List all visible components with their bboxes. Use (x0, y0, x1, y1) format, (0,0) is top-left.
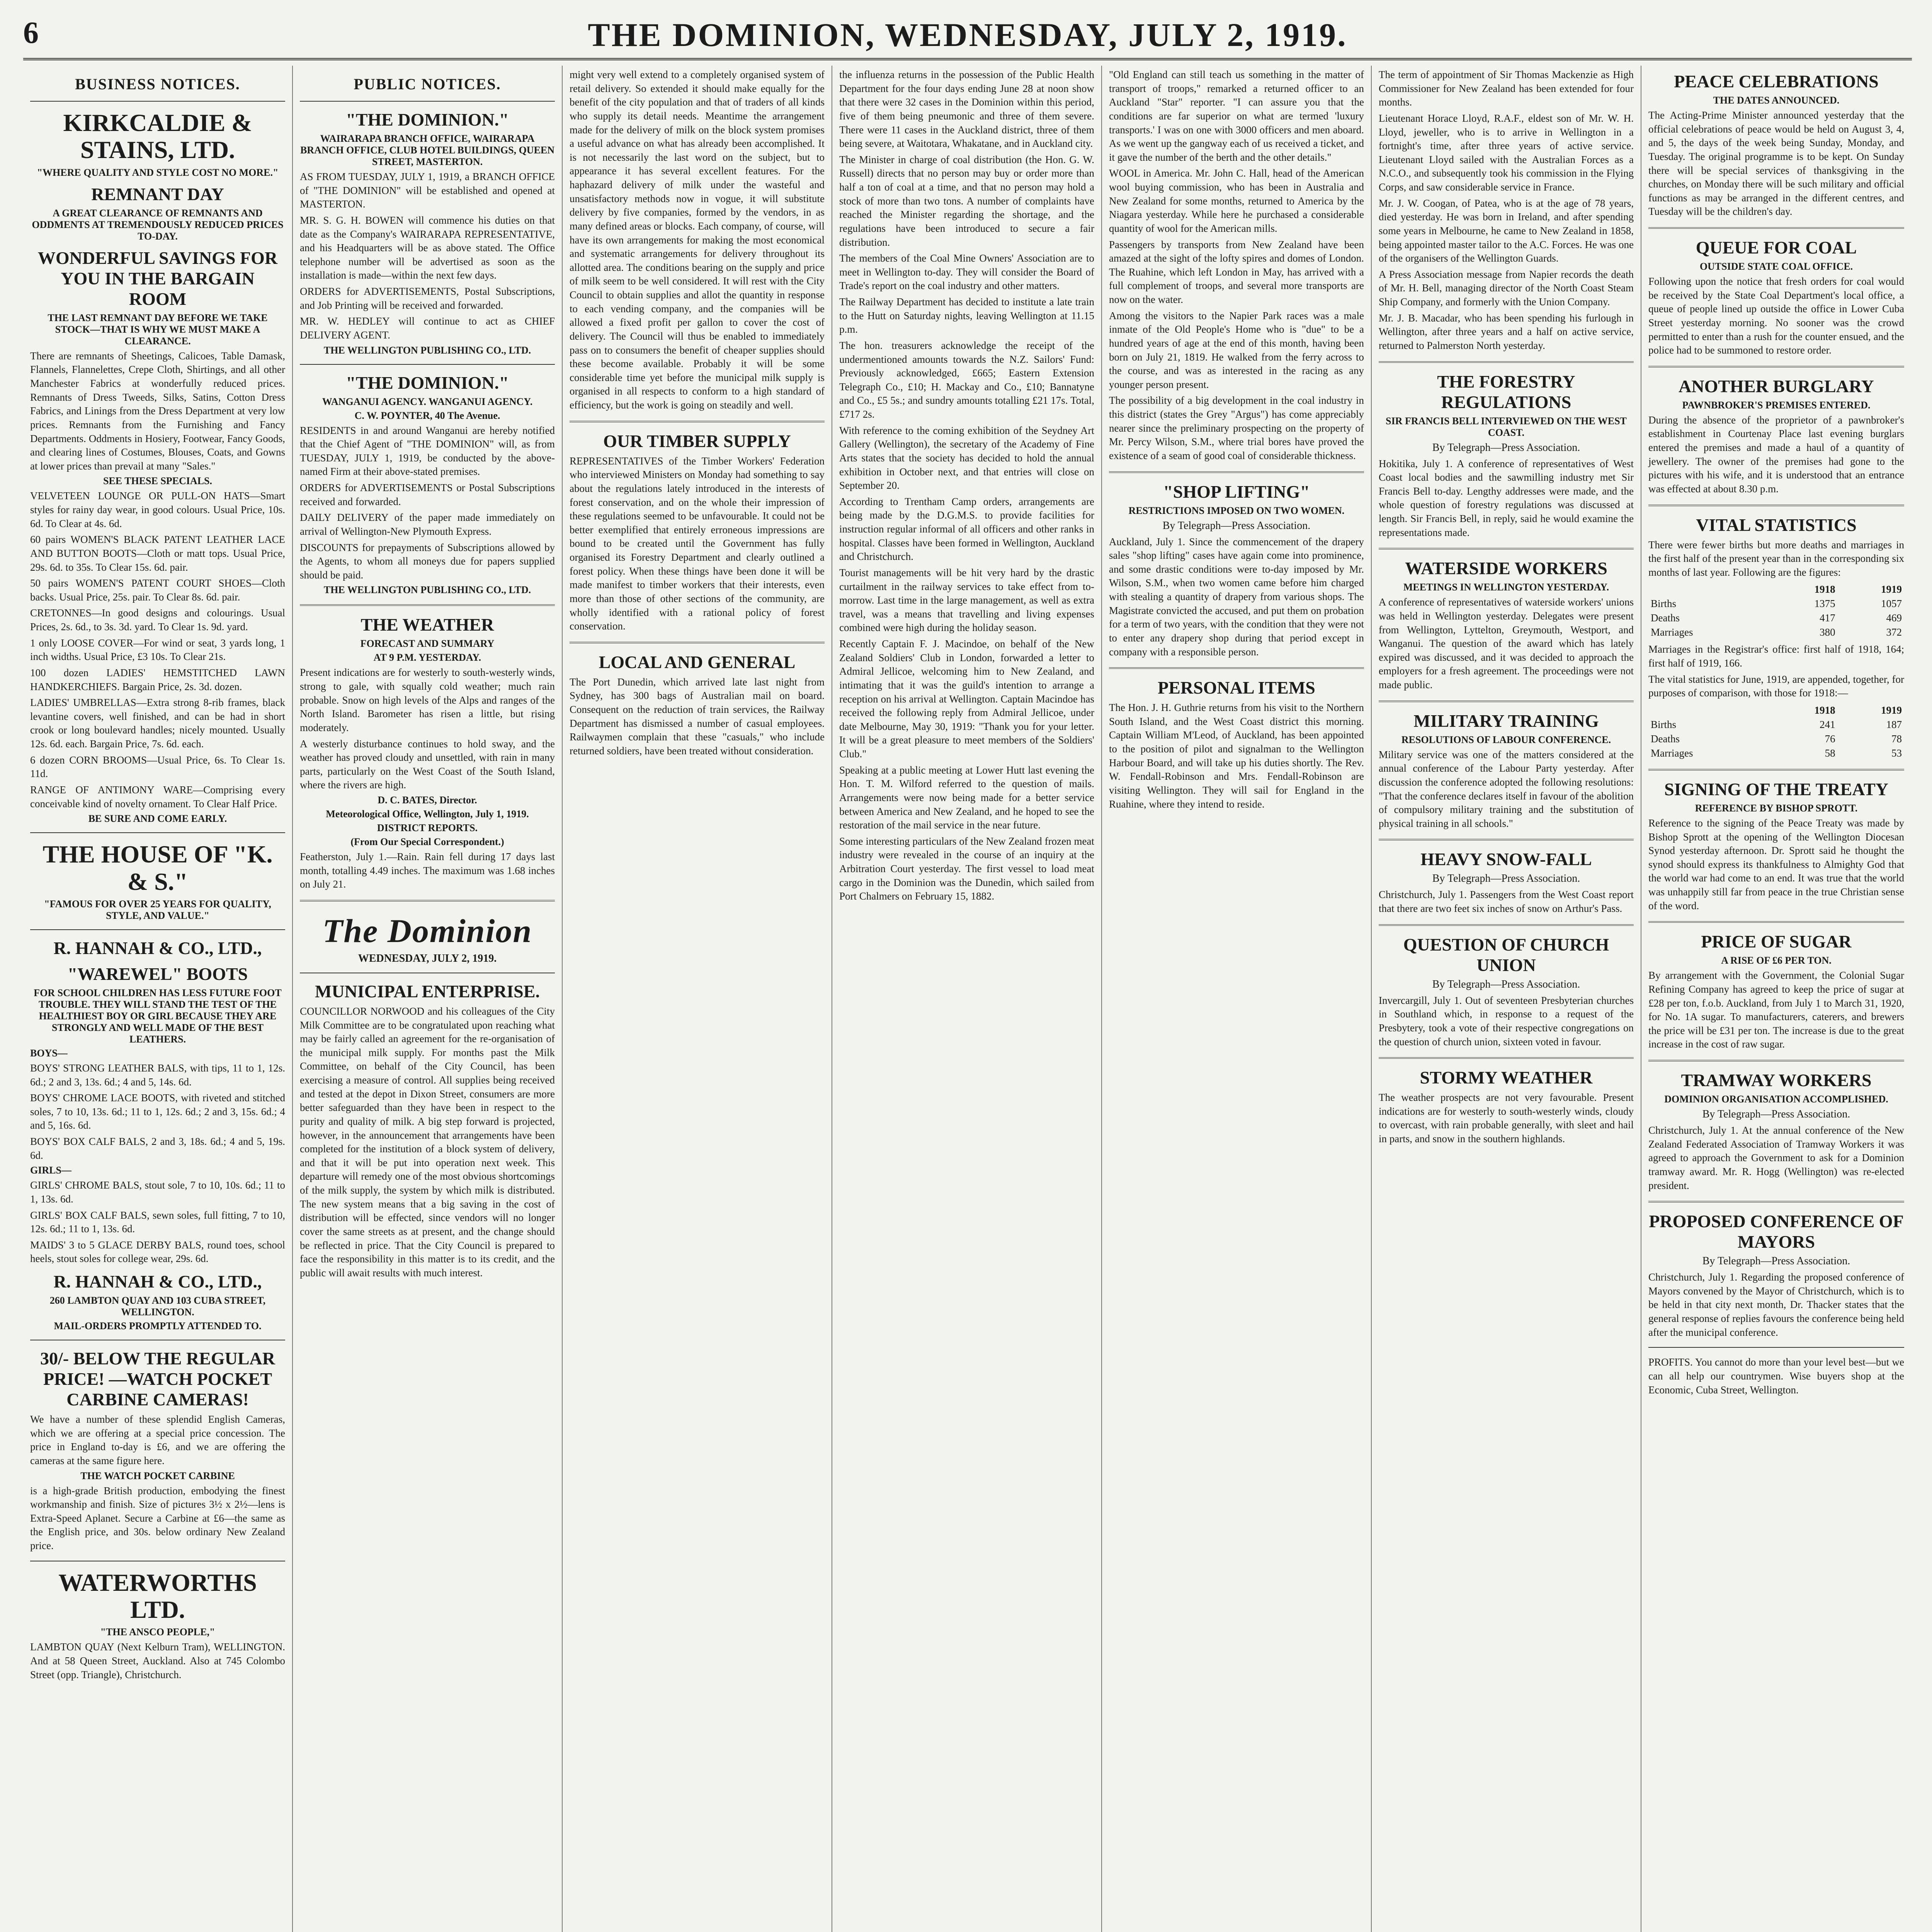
table-row (1648, 732, 1904, 746)
divider (1648, 921, 1904, 923)
weather-body: A westerly disturbance continues to hold sway, and the weather has proved cloudy and unsettled, with rain in many parts, particularly on the West Coast of the South Island, where the rivers are high. (300, 738, 555, 791)
timber-body: REPRESENTATIVES of the Timber Workers' Federation who interviewed Ministers on Monday had something to say about the regulations lately introduced in the interests of forest conservation, and on the whole their impression of these regulations seemed to be unfavourable. It could not be better exemplified that entirely erroneous impressions are bound to be created until the Government has fully organised its Forestry Department and clearly outlined a forest policy. When these things have been done it will be made manifest to timber workers that their interests, even more than those of other sections of the community, are wholly identified with a rational policy of forest conservation. (570, 455, 825, 632)
waterside-body: A conference of representatives of waterside workers' unions was held in Wellington yesterday. Delegates were present from Wellington, Lyttelton, Greymouth, Westport, and Wanganui. The question of the award which has lately expired was discussed, and it was decided to approach the employers for a fresh agreement. The proceedings were not made public. (1379, 596, 1634, 690)
special-item: CRETONNES—In good designs and colourings. Usual Prices, 2s. 6d., to 3s. 3d. yard. To Clear 1s. 9d. yard. (30, 607, 285, 633)
ad-boys-title: BOYS— (30, 1047, 68, 1059)
peace-title: PEACE CELEBRATIONS (1674, 71, 1879, 91)
table-cell: 76 (1825, 733, 1835, 745)
news-paragraph: The possibility of a big development in the coal industry in this district (states the Grey "Argus") has come appreciably nearer since the preliminary prospecting on the property of Mr. Percy Wilson, S.M., where trial bores have proved the existence of a seam of good coal of considerable thickness. (1109, 395, 1364, 461)
girls-item: MAIDS' 3 to 5 GLACE DERBY BALS, round toes, school heels, stout soles for college wear, 29s. 6d. (30, 1239, 285, 1265)
table-row (1648, 625, 1904, 639)
military-body: Military service was one of the matters considered at the annual conference of the Labour Party yesterday. After discussion the conference adopted the following resolutions: "That the conference declares itself in favour of the abolition of compulsory military training and the substitution of physical training in all schools." (1379, 748, 1634, 829)
newspaper-flag: The Dominion (322, 912, 532, 949)
column-5 (1102, 66, 1372, 1932)
table-cell: 1375 (1814, 598, 1835, 610)
table-cell: Deaths (1651, 612, 1680, 624)
ad-camera-body2: is a high-grade British production, embodying the finest workmanship and finish. Size of pictures 3½ x 2½—lens is Extra-Speed Aplanet. Secure a Carbine at £6—the same as the English price, and 30s. below ordinary New Zealand price. (30, 1485, 285, 1552)
table-cell: Marriages (1651, 626, 1693, 638)
special-item: 1 only LOOSE COVER—For wind or seat, 3 yards long, 1 inch widths. Usual Price, £3 10s. To Clear 21s. (30, 637, 285, 663)
ad-ks-sub: "FAMOUS FOR OVER 25 YEARS FOR QUALITY, STYLE, AND VALUE." (44, 898, 271, 921)
tramway-body: Christchurch, July 1. At the annual conference of the New Zealand Federated Association of Tramway Workers it was agreed to approach the Government to ask for a Dominion tramway award. Mr. R. Hogg (Wellington) was re-elected president. (1648, 1124, 1904, 1191)
table-header-row (1648, 703, 1904, 718)
news-paragraph: WOOL in America. Mr. John C. Hall, head of the American wool buying commission, who has been in Australia and New Zealand for some months, returned to America by the Niagara yesterday. While here he purchased a considerable quantity of wool for the American mills. (1109, 167, 1364, 234)
sugar-sub: A RISE OF £6 PER TON. (1721, 955, 1832, 966)
timber-title: OUR TIMBER SUPPLY (603, 431, 791, 451)
column-1 (23, 66, 293, 1932)
divider (1379, 924, 1634, 926)
table-cell: 1057 (1881, 598, 1902, 610)
table-row (1648, 611, 1904, 625)
news-paragraph: The Railway Department has decided to institute a late train to the Hutt on Saturday nights, leaving Wellington at 11.15 p.m. (839, 296, 1094, 335)
divider (570, 642, 825, 643)
ad-hannah-address: 260 LAMBTON QUAY AND 103 CUBA STREET, WELLINGTON. (49, 1295, 266, 1318)
notice-body: AS FROM TUESDAY, JULY 1, 1919, a BRANCH OFFICE of "THE DOMINION" will be established and opened at MASTERTON. (300, 171, 555, 210)
divider (1648, 1201, 1904, 1202)
table-cell: 380 (1820, 626, 1835, 638)
news-paragraph: Tourist managements will be hit very hard by the drastic curtailment in the railway services to take effect from to-morrow. Last time in the large management, as well as extra travel, was a means that travelling and living expenses combined were high during the holiday season. (839, 566, 1094, 634)
divider (1379, 548, 1634, 549)
divider (30, 832, 285, 833)
news-paragraph: With reference to the coming exhibition of the Seydney Art Gallery (Wellington), the secretary of the Academy of Fine Arts states that the society has decided to hold the annual exhibition in October next, and that entries will close on September 20. (839, 424, 1094, 492)
news-paragraph: Some interesting particulars of the New Zealand frozen meat industry were revealed in the course of an inquiry at the Arbitration Court yesterday. The first vessel to load meat cargo in the Dominion was the Dunedin, which sailed from Port Chalmers on February 15, 1882. (839, 835, 1094, 902)
tramway-sub: DOMINION ORGANISATION ACCOMPLISHED. (1664, 1094, 1888, 1105)
editorial-continued: might very well extend to a completely organised system of retail delivery. So extended it should make equally for the benefit of the city population and that of traders of all kinds who supply its detail needs. Meantime the arrangement made for the delivery of milk on the block system promises a useful advance on what has already been accomplished. It is not necessarily the last word on the subject, but to appearance it has several excellent features. For the haphazard delivery of milk under the wasteful and unsatisfactory methods now in vogue, it will substitute delivery by five companies, formed by the vendors, in as many defined areas or blocks. Each company, of course, will have its own arrangements for making the most economical and systematic arrangements for delivery throughout its allotted area. The conditions bearing on the supply and price of milk seem to be well considered. It will rest with the City Council to obtain supplies and allot the quantity in response to each vending company, and the companies will be allowed a fixed profit per gallon to cover the cost of delivery. The Council will thus be enabled to immediately pass on to consumers the benefit of cheaper supplies should these become available. Probably it will be some considerable time yet before the municipal milk supply is organised in all respects to conform to a high standard of efficiency, but the work is going on steadily and well. (570, 69, 825, 411)
divider (1648, 366, 1904, 367)
table-cell: 58 (1825, 747, 1835, 759)
peace-sub: THE DATES ANNOUNCED. (1713, 95, 1840, 106)
weather-sub: FORECAST AND SUMMARY (360, 638, 495, 650)
table-row (1648, 597, 1904, 611)
table-cell: 78 (1891, 733, 1902, 745)
ad-notice: THE LAST REMNANT DAY BEFORE WE TAKE STOCK—THAT IS WHY WE MUST MAKE A CLEARANCE. (48, 312, 268, 347)
news-paragraph: "Old England can still teach us something in the matter of transport of troops," remarked a returned officer to an Auckland "Star" reporter. "I can assure you that the conditions are far superior on what are termed 'luxury transports.' I was on one with 3000 officers and men aboard. As we went up the gangway each of us received a ticket, and it gave the number of the berth and the other details." (1109, 69, 1364, 163)
section-heading: PUBLIC NOTICES. (354, 75, 501, 93)
divider (1648, 227, 1904, 229)
ad-body: There are remnants of Sheetings, Calicoes, Table Damask, Flannels, Flannelettes, Crepe Cloth, Shirtings, and all other Manchester Fabrics at wonderfully reduced prices. Remnants of Dress Tweeds, Silks, Satins, Cotton Dress Fabrics, and Linings from the Dress Department at very low prices. Remnants from the Furnishing and Fancy Departments. Oddments in Hosiery, Footwear, Fancy Goods, and clearing lines of Costumes, Blouses, Coats, and Gowns at lower prices than prevail at many "Sales." (30, 350, 285, 472)
girls-item: GIRLS' CHROME BALS, stout sole, 7 to 10, 10s. 6d.; 11 to 1, 13s. 6d. (30, 1179, 285, 1205)
weather-time: AT 9 P.M. YESTERDAY. (373, 652, 481, 663)
storm-title: STORMY WEATHER (1420, 1068, 1593, 1088)
news-paragraph: the influenza returns in the possession of the Public Health Department for the four days ending June 28 at noon show that there were 32 cases in the Dominion within this period, five of them being pneumonic and three of them severe. There were 11 cases in the Auckland district, three of them being severe, at Waitotara, Whakatane, and in Auckland city. (839, 69, 1094, 150)
local-title: LOCAL AND GENERAL (599, 652, 796, 672)
forestry-tele: By Telegraph—Press Association. (1432, 441, 1580, 454)
special-item: VELVETEEN LOUNGE OR PULL-ON HATS—Smart styles for rainy day wear, in good colours. Usual Price, 10s. 6d. To Clear at 4s. 6d. (30, 490, 285, 529)
notice-branch: WANGANUI AGENCY. WANGANUI AGENCY. (322, 396, 533, 407)
profits-ad: PROFITS. You cannot do more than your level best—but we can all help our countrymen. Wise buyers shop at the Economic, Cuba Street, Wellington. (1648, 1356, 1904, 1396)
divider (300, 101, 555, 102)
table-row (1648, 718, 1904, 732)
tramway-tele: By Telegraph—Press Association. (1702, 1108, 1850, 1120)
notice-sign: THE WELLINGTON PUBLISHING CO., LTD. (323, 584, 531, 596)
church-body: Invercargill, July 1. Out of seventeen Presbyterian churches in Southland which, in response to a request of the Presbytery, took a vote of their respective congregations on the question of church union, sixteen voted in favour. (1379, 994, 1634, 1048)
district-sub: (From Our Special Correspondent.) (350, 836, 504, 847)
table-cell: 187 (1886, 718, 1902, 730)
ad-camera-sub: THE WATCH POCKET CARBINE (80, 1470, 235, 1481)
shop-body: Auckland, July 1. Since the commencement of the drapery sales "shop lifting" cases have again come into prominence, and some drastic conditions were to-day imposed by Mr. Wilson, S.M., when two women came before him charged with stealing a quantity of drapery from various shops. The Magistrate convicted the accused, and put them on probation for a term of two years, with the condition that they were not to enter any drapery shop during that period except in company with a responsible person. (1109, 536, 1364, 658)
news-paragraph: The hon. treasurers acknowledge the receipt of the undermentioned amounts towards the N.Z. Sailors' Fund: Previously acknowledged, £665; Eastern Extension Telegraph Co., £10; H. Mackay and Co., £10; Bannatyne and Co., £5 5s.; and sundry amounts totalling £21 17s. Total, £717 2s. (839, 339, 1094, 420)
columns (23, 66, 1912, 1932)
coal-body: Following upon the notice that fresh orders for coal would be received by the State Coal Department's local office, a queue of people lined up outside the office in Lower Cuba Street yesterday morning. No sooner was the crowd permitted to enter than a rush for the counter ensued, and the police had to be summoned to restore order. (1648, 276, 1904, 356)
girls-item: GIRLS' BOX CALF BALS, sewn soles, full fitting, 7 to 10, 12s. 6d.; 11 to 1, 13s. 6d. (30, 1209, 285, 1235)
sugar-body: By arrangement with the Government, the Colonial Sugar Refining Company has agreed to keep the price of sugar at £28 per ton, f.o.b. Auckland, from July 1 to March 31, 1920, for No. 1A sugar. To manufacturers, caterers, and brewers the price will be £31 per ton. The increase is due to the great increase in the cost of raw sugar. (1648, 969, 1904, 1050)
waterside-sub: MEETINGS IN WELLINGTON YESTERDAY. (1403, 582, 1609, 593)
weather-signed: D. C. BATES, Director. (378, 794, 477, 806)
table-cell: 241 (1820, 718, 1835, 730)
notice-body: ORDERS for ADVERTISEMENTS, Postal Subscriptions, and Job Printing will be received and forwarded. (300, 286, 555, 311)
news-paragraph: A Press Association message from Napier records the death of Mr. H. Bell, managing director of the North Coast Steam Ship Company, and formerly with the Union Company. (1379, 268, 1634, 308)
divider (1648, 505, 1904, 506)
vital-table (1648, 582, 1904, 639)
church-title: QUESTION OF CHURCH UNION (1403, 934, 1609, 975)
dateline: WEDNESDAY, JULY 2, 1919. (358, 952, 497, 964)
snow-title: HEAVY SNOW-FALL (1420, 849, 1592, 869)
page-title: THE DOMINION, WEDNESDAY, JULY 2, 1919. (588, 16, 1347, 53)
forestry-body: Hokitika, July 1. A conference of representatives of West Coast local bodies and the sawmilling industry met Sir Francis Bell to-day. Lengthy addresses were made, and the whole question of forestry regulations was discussed at length. Sir Francis Bell, in reply, said he would examine the representations made. (1379, 457, 1634, 538)
notice-title: "THE DOMINION." (346, 372, 509, 393)
divider (570, 421, 825, 422)
table-cell: Births (1651, 598, 1677, 610)
vital-intro: There were fewer births but more deaths and marriages in the first half of the present year than in the corresponding six months of last year. Following are the figures: (1648, 539, 1904, 578)
divider (30, 101, 285, 102)
divider (1379, 839, 1634, 840)
table-header: 1919 (1881, 583, 1902, 595)
table-cell: 469 (1886, 612, 1902, 624)
table-header-row (1648, 582, 1904, 597)
notice-branch: WAIRARAPA BRANCH OFFICE, WAIRARAPA BRANCH OFFICE, CLUB HOTEL BUILDINGS, QUEEN STREET, MASTERTON. (300, 133, 555, 167)
coal-sub: OUTSIDE STATE COAL OFFICE. (1699, 261, 1853, 272)
table-row (1648, 746, 1904, 760)
news-paragraph: The term of appointment of Sir Thomas Mackenzie as High Commissioner for New Zealand has been extended for four months. (1379, 69, 1634, 108)
news-paragraph: Lieutenant Horace Lloyd, R.A.F., eldest son of Mr. W. H. Lloyd, jeweller, who is to arrive in Wellington in a fortnight's time, after three years of active service. Lieutenant Lloyd sailed with the Australian Forces as a N.C.O., and subsequently took his commission in the Flying Corps, and saw considerable service in France. (1379, 112, 1634, 193)
tramway-title: TRAMWAY WORKERS (1681, 1070, 1872, 1090)
snow-body: Christchurch, July 1. Passengers from the West Coast report that there are two feet six inches of snow on Arthur's Pass. (1379, 889, 1634, 914)
page-number: 6 (23, 16, 39, 50)
news-paragraph: Recently Captain F. J. Macindoe, on behalf of the New Zealand Soldiers' Club in London, forwarded a letter to Admiral Jellicoe, welcoming him to New Zealand, and intimating that it was the guild's intention to arrange a reception on his arrival at Wellington. Captain Macindoe has received the following reply from Admiral Jellicoe, under date Melbourne, May 30, 1919: "Thank you for your letter. It will be a great pleasure to meet members of the Soldiers' Club." (839, 638, 1094, 760)
table-cell: Marriages (1651, 747, 1693, 759)
table-cell: 53 (1891, 747, 1902, 759)
ad-specials-title: SEE THESE SPECIALS. (103, 475, 213, 487)
news-paragraph: Mr. J. W. Coogan, of Patea, who is at the age of 78 years, died yesterday. He was born in Ireland, and after spending some years in Melbourne, he came to New Zealand in 1858, being appointed master tailor to the A.C. Forces. He was one of the organisers of the Wellington Guards. (1379, 197, 1634, 264)
mayors-body: Christchurch, July 1. Regarding the proposed conference of Mayors convened by the Mayor of Christchurch, which is to be held in that city next month, Dr. Thacker states that the general response of replies favours the conference being held after the municipal conference. (1648, 1271, 1904, 1338)
boys-item: BOYS' STRONG LEATHER BALS, with tips, 11 to 1, 12s. 6d.; 2 and 3, 13s. 6d.; 4 and 5, 14s. 6d. (30, 1062, 285, 1088)
table-header (1648, 703, 1771, 718)
news-paragraph: Passengers by transports from New Zealand have been amazed at the sight of the lofty spires and domes of London. The Ruahine, which left London in May, has arrived with a full complement of troops, and several more transports are now on the water. (1109, 238, 1364, 305)
news-paragraph: Among the visitors to the Napier Park races was a male inmate of the Old People's Home who is "due" to be a hundred years of age at the end of this month, having been born on July 21, 1819. He walked from the ferry across to the course, and was as interested in the racing as any younger person present. (1109, 310, 1364, 390)
ad-waterworths-sub: "THE ANSCO PEOPLE," (100, 1626, 215, 1638)
military-sub: RESOLUTIONS OF LABOUR CONFERENCE. (1401, 734, 1611, 745)
treaty-title: SIGNING OF THE TREATY (1664, 779, 1888, 799)
table-cell: 372 (1886, 626, 1902, 638)
column-3 (563, 66, 832, 1932)
divider (1379, 361, 1634, 363)
vital-june-table (1648, 703, 1904, 760)
divider (300, 364, 555, 365)
column-6 (1372, 66, 1641, 1932)
editorial-title: MUNICIPAL ENTERPRISE. (315, 981, 540, 1001)
special-item: 50 pairs WOMEN'S PATENT COURT SHOES—Cloth backs. Usual Price, 25s. pair. To Clear 8s. 6d. pair. (30, 577, 285, 603)
notice-body: RESIDENTS in and around Wanganui are hereby notified that the Chief Agent of "THE DOMINION" will, as from TUESDAY, JULY 1, 1919, be conducted by the above-named Firm at their above-stated premises. (300, 424, 555, 478)
column-2 (293, 66, 563, 1932)
peace-body: The Acting-Prime Minister announced yesterday that the official celebrations of peace would be held on August 3, 4, and 5, the days of the week being Sunday, Monday, and Tuesday. The original programme is to be kept. On Sunday there will be special services of thanksgiving in the churches, on Monday there will be such military and official functions as may be arranged in the different centres, and Tuesday will be the children's day. (1648, 109, 1904, 218)
personal-body: The Hon. J. H. Guthrie returns from his visit to the Northern South Island, and the West Coast district this morning. Captain William M'Leod, of Auckland, has been appointed to the position of pilot and signalman to the Wellington Harbour Board, and will take up his duties shortly. The Rev. W. Fendall-Robinson and Mrs. Fendall-Robinson are visiting Wellington. They will sail for England in the Ruahine, where they intend to reside. (1109, 702, 1364, 810)
personal-title: PERSONAL ITEMS (1158, 678, 1315, 698)
column-4 (832, 66, 1102, 1932)
divider (1109, 471, 1364, 473)
snow-tele: By Telegraph—Press Association. (1432, 872, 1580, 885)
sugar-title: PRICE OF SUGAR (1701, 932, 1852, 952)
divider (1648, 1060, 1904, 1061)
ad-hannah-brand: "WAREWEL" BOOTS (67, 964, 248, 984)
weather-body: Present indications are for westerly to south-westerly winds, strong to gale, with squally cold weather; much rain probable. Snow on high levels of the Alps and ranges of the North Island. Barometer has risen a little, but rising moderately. (300, 667, 555, 733)
ad-waterworths-address: LAMBTON QUAY (Next Kelburn Tram), WELLINGTON. And at 58 Queen Street, Auckland. Also at 745 Colombo Street (opp. Triangle), Christchurch. (30, 1641, 285, 1680)
ad-remnant-day: REMNANT DAY (91, 184, 224, 204)
notice-agent: C. W. POYNTER, 40 The Avenue. (354, 410, 500, 421)
divider (1648, 769, 1904, 770)
section-heading: BUSINESS NOTICES. (75, 75, 240, 93)
notice-body: ORDERS for ADVERTISEMENTS or Postal Subscriptions received and forwarded. (300, 482, 555, 507)
divider (1379, 1057, 1634, 1059)
weather-title: THE WEATHER (361, 615, 494, 635)
burglary-title: ANOTHER BURGLARY (1679, 376, 1874, 396)
ad-kirkcaldie-slogan: "WHERE QUALITY AND STYLE COST NO MORE." (37, 167, 279, 178)
local-body: The Port Dunedin, which arrived late last night from Sydney, has 300 bags of Australian mail on board. Consequent on the reduction of train services, the Railway Department has dismissed a number of casual employees. Railwaymen complain that these "casuals," who include returned soldiers, have been treated without consideration. (570, 676, 825, 757)
divider (30, 929, 285, 930)
forestry-sub: SIR FRANCIS BELL INTERVIEWED ON THE WEST COAST. (1386, 415, 1627, 438)
ad-remnant-sub: A GREAT CLEARANCE OF REMNANTS AND ODDMENTS AT TREMENDOUSLY REDUCED PRICES TO-DAY. (32, 207, 284, 242)
news-paragraph: The Minister in charge of coal distribution (the Hon. G. W. Russell) directs that no person may buy or order more than half a ton of coal at a time, and that no person may hold a stock of more than two tons. A number of complaints have reached the Minister regarding the shortage, and the regulations have been introduced to secure a fair distribution. (839, 153, 1094, 248)
special-item: RANGE OF ANTIMONY WARE—Comprising every conceivable kind of novelty ornament. To Clear Half Price. (30, 784, 285, 810)
table-header: 1918 (1814, 704, 1835, 716)
ad-hannah-name: R. HANNAH & CO., LTD., (53, 938, 262, 958)
notice-body: MR. W. HEDLEY will continue to act as CHIEF DELIVERY AGENT. (300, 315, 555, 341)
divider (300, 604, 555, 606)
ad-footer: BE SURE AND COME EARLY. (88, 813, 227, 825)
vital-june: The vital statistics for June, 1919, are appended, together, for purposes of comparison, with those for 1918:— (1648, 673, 1904, 699)
shop-tele: By Telegraph—Press Association. (1162, 519, 1311, 532)
boys-item: BOYS' CHROME LACE BOOTS, with riveted and stitched soles, 7 to 10, 13s. 6d.; 11 to 1, 12s. 6d.; 2 and 3, 15s. 6d.; 4 and 5, 16s. 6d. (30, 1092, 285, 1131)
waterside-title: WATERSIDE WORKERS (1405, 558, 1607, 578)
special-item: 60 pairs WOMEN'S BLACK PATENT LEATHER LACE AND BUTTON BOOTS—Cloth or matt tops. Usual Price, 29s. 6d. to 35s. To Clear 15s. 6d. pair. (30, 534, 285, 573)
church-tele: By Telegraph—Press Association. (1432, 978, 1580, 990)
news-paragraph: The members of the Coal Mine Owners' Association are to meet in Wellington to-day. They will consider the Board of Trade's report on the coal industry and other matters. (839, 252, 1094, 292)
notice-body: DISCOUNTS for prepayments of Subscriptions allowed by the Agents, to whom all moneys due for papers supplied should be paid. (300, 541, 555, 581)
divider (1379, 701, 1634, 702)
ad-hannah-tag: FOR SCHOOL CHILDREN HAS LESS FUTURE FOOT TROUBLE. THEY WILL STAND THE TEST OF THE HEALTHIEST BOY OR GIRL BECAUSE THEY ARE STRONGLY AND WELL MADE OF THE BEST LEATHERS. (34, 987, 282, 1045)
ad-savings: WONDERFUL SAVINGS FOR YOU IN THE BARGAIN ROOM (37, 248, 278, 309)
forestry-title: THE FORESTRY REGULATIONS (1437, 371, 1575, 412)
vital-title: VITAL STATISTICS (1696, 515, 1857, 535)
table-cell: 417 (1820, 612, 1835, 624)
ad-camera-body: We have a number of these splendid English Cameras, which we are offering at a special price concession. The price in England to-day is £6, and we are offering the cameras at the same figure here. (30, 1413, 285, 1466)
ad-waterworths-name: WATERWORTHS LTD. (58, 1568, 257, 1624)
news-paragraph: Speaking at a public meeting at Lower Hutt last evening the Hon. T. M. Wilford referred to the question of mails. Arrangements were now being made for a better service between America and New Zealand, and he hoped to see the restoration of the mail service in the near future. (839, 764, 1094, 831)
treaty-sub: REFERENCE BY BISHOP SPROTT. (1695, 802, 1858, 814)
column-7 (1641, 66, 1911, 1932)
ad-hannah-name-2: R. HANNAH & CO., LTD., (53, 1272, 262, 1292)
special-item: 100 dozen LADIES' HEMSTITCHED LAWN HANDKERCHIEFS. Bargain Price, 2s. 3d. dozen. (30, 667, 285, 692)
notice-sign: THE WELLINGTON PUBLISHING CO., LTD. (323, 344, 531, 356)
district-title: DISTRICT REPORTS. (377, 822, 478, 833)
ad-ks-name: THE HOUSE OF "K. & S." (43, 840, 273, 895)
shop-sub: RESTRICTIONS IMPOSED ON TWO WOMEN. (1128, 505, 1345, 516)
notice-body: DAILY DELIVERY of the paper made immediately on arrival of Wellington-New Plymouth Express. (300, 512, 555, 537)
burglary-body: During the absence of the proprietor of a pawnbroker's establishment in Courtenay Place last evening burglars entered the premises and made a haul of a quantity of jewellery. The owner of the premises had gone to the pictures with his wife, and it is understood that an entrance was effected at about 8.30 p.m. (1648, 414, 1904, 495)
divider (300, 900, 555, 901)
mayors-tele: By Telegraph—Press Association. (1702, 1255, 1850, 1267)
storm-body: The weather prospects are not very favourable. Present indications are for westerly to south-westerly winds, cloudy to overcast, with rain probable generally, with sleet and hail in parts, and snow in the southern highlands. (1379, 1092, 1634, 1145)
ad-hannah-mail: MAIL-ORDERS PROMPTLY ATTENDED TO. (54, 1320, 262, 1332)
ad-kirkcaldie-name: KIRKCALDIE & STAINS, LTD. (63, 109, 252, 164)
district-body: Featherston, July 1.—Rain. Rain fell during 17 days last month, totalling 4.49 inches. The maximum was 1.68 inches on July 21. (300, 851, 555, 890)
notice-title: "THE DOMINION." (346, 110, 509, 129)
table-cell: Births (1651, 718, 1677, 730)
table-cell: Deaths (1651, 733, 1680, 745)
news-paragraph: Mr. J. B. Macadar, who has been spending his furlough in Wellington, after three years and a half on active service, returned to Palmerston North yesterday. (1379, 312, 1634, 351)
vital-note: Marriages in the Registrar's office: first half of 1918, 164; first half of 1919, 166. (1648, 643, 1904, 669)
military-title: MILITARY TRAINING (1413, 711, 1599, 731)
masthead (23, 12, 1912, 60)
boys-item: BOYS' BOX CALF BALS, 2 and 3, 18s. 6d.; 4 and 5, 19s. 6d. (30, 1136, 285, 1161)
notice-body: MR. S. G. H. BOWEN will commence his duties on that date as the Company's WAIRARAPA REPRESENTATIVE, and his Headquarters will be as above stated. The Office telephone number will be advertised as soon as the installation is made—within the next few days. (300, 214, 555, 281)
ad-girls-title: GIRLS— (30, 1165, 71, 1176)
special-item: 6 dozen CORN BROOMS—Usual Price, 6s. To Clear 1s. 11d. (30, 754, 285, 780)
ad-camera-headline: 30/- BELOW THE REGULAR PRICE! —WATCH POCKET CARBINE CAMERAS! (40, 1349, 275, 1410)
shop-title: "SHOP LIFTING" (1163, 481, 1310, 502)
table-header (1648, 582, 1771, 597)
table-header: 1919 (1881, 704, 1902, 716)
editorial-body: COUNCILLOR NORWOOD and his colleagues of the City Milk Committee are to be congratulated upon reaching what may be fairly called an agreement for the re-organisation of the municipal milk supply. For months past the Milk Committee, on behalf of the City Council, has been exercising a measure of control. All supplies being received and tested at the depot in Dixon Street, consumers are more better safeguarded than they have been in respect to the purity and quality of milk. A big step forward is projected, however, in the announcement that arrangements have been completed for the institution of a block system of delivery, and that it will be put into operation next week. This departure will remedy one of the most obvious shortcomings of the milk supply, the system by which milk is distributed. The new system means that a big saving in the cost of distribution will be effected, since vendors will no longer cover the same streets as at present, and the change should be reflected in price. That the City Council is prepared to face the responsibility in this matter is to its credit, and the public will await results with much interest. (300, 1005, 555, 1279)
weather-office: Meteorological Office, Wellington, July 1, 1919. (326, 808, 529, 820)
divider (1109, 667, 1364, 669)
coal-title: QUEUE FOR COAL (1696, 238, 1857, 257)
table-header: 1918 (1814, 583, 1835, 595)
burglary-sub: PAWNBROKER'S PREMISES ENTERED. (1682, 399, 1871, 411)
special-item: LADIES' UMBRELLAS—Extra strong 8-rib frames, black levantine covers, well finished, and can be had in short crook or long boulevard handles; nicely mounted. Usually 12s. 6d. each. Bargain Price, 7s. 6d. each. (30, 697, 285, 750)
divider (1648, 1347, 1904, 1348)
news-paragraph: According to Trentham Camp orders, arrangements are being made by the D.G.M.S. to provide facilities for instruction regular informal of all officers and other ranks in hospital. Classes have been formed in Wellington, Auckland and Christchurch. (839, 495, 1094, 563)
treaty-body: Reference to the signing of the Peace Treaty was made by Bishop Sprott at the opening of the Wellington Diocesan Synod yesterday afternoon. Dr. Sprott said he thought the synod should express its thankfulness to Almighty God that the world war had come to an end. It was true that the world was unhappily still far from peace in the true Christian sense of the word. (1648, 817, 1904, 912)
mayors-title: PROPOSED CONFERENCE OF MAYORS (1649, 1211, 1904, 1252)
